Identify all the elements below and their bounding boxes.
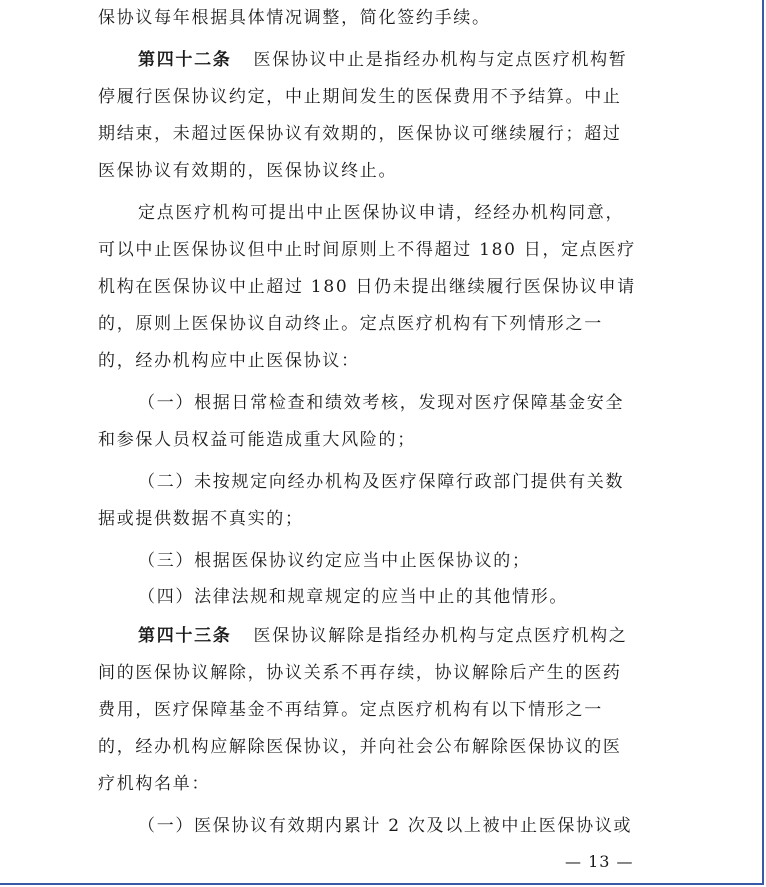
line-text: 医保协议有效期的，医保协议终止。 <box>98 161 398 181</box>
line-text: 和参保人员权益可能造成重大风险的； <box>98 430 416 450</box>
text-line <box>98 808 632 845</box>
line-text: 医保协议中止是指经办机构与定点医疗机构暂 <box>253 50 628 70</box>
text-line <box>98 42 628 79</box>
line-text: 间的医保协议解除，协议关系不再存续，协议解除后产生的医药 <box>98 663 622 683</box>
line-text: （二）未按规定向经办机构及医疗保障行政部门提供有关数 <box>138 472 625 492</box>
article-number: 第四十三条 <box>138 626 232 646</box>
text-line <box>98 655 622 692</box>
text-line <box>98 116 622 153</box>
line-text: 停履行医保协议约定，中止期间发生的医保费用不予结算。中止 <box>98 87 622 107</box>
text-line <box>98 464 624 501</box>
text-line <box>98 232 636 269</box>
text-line <box>98 385 624 422</box>
line-text: （四）法律法规和规章规定的应当中止的其他情形。 <box>138 587 569 607</box>
text-line <box>98 79 622 116</box>
line-text: 的，经办机构应中止医保协议： <box>98 351 360 371</box>
line-text: 的，经办机构应解除医保协议，并向社会公布解除医保协议的医 <box>98 737 622 757</box>
text-line <box>98 0 491 37</box>
line-text: （三）根据医保协议约定应当中止医保协议的； <box>138 551 531 571</box>
line-text: 的，原则上医保协议自动终止。定点医疗机构有下列情形之一 <box>98 314 603 334</box>
text-line <box>98 729 622 766</box>
line-text: 期结束，未超过医保协议有效期的，医保协议可继续履行；超过 <box>98 124 622 144</box>
line-text: 据或提供数据不真实的； <box>98 509 304 529</box>
line-text: 费用，医疗保障基金不再结算。定点医疗机构有以下情形之一 <box>98 700 603 720</box>
line-text: 可以中止医保协议但中止时间原则上不得超过 180 日，定点医疗 <box>98 240 636 260</box>
article-number: 第四十二条 <box>138 50 232 70</box>
page-number: — 13 — <box>565 852 634 871</box>
line-text: 机构在医保协议中止超过 180 日仍未提出继续履行医保协议申请 <box>98 277 636 297</box>
line-text: 保协议每年根据具体情况调整，简化签约手续。 <box>98 8 491 28</box>
text-line <box>98 692 603 729</box>
text-line <box>98 766 210 803</box>
text-line <box>98 343 360 380</box>
text-line <box>98 501 304 538</box>
text-line <box>98 618 628 655</box>
line-text: （一）根据日常检查和绩效考核，发现对医疗保障基金安全 <box>138 393 625 413</box>
text-line <box>98 153 397 190</box>
text-line <box>98 422 416 459</box>
text-line <box>98 269 636 306</box>
line-text: 疗机构名单： <box>98 774 211 794</box>
text-line <box>98 306 603 343</box>
text-line <box>98 579 568 616</box>
line-text: （一）医保协议有效期内累计 2 次及以上被中止医保协议或 <box>138 816 633 836</box>
text-line <box>98 195 624 232</box>
text-line <box>98 543 531 580</box>
line-text: 医保协议解除是指经办机构与定点医疗机构之 <box>253 626 628 646</box>
line-text: 定点医疗机构可提出中止医保协议申请，经经办机构同意， <box>138 203 625 223</box>
